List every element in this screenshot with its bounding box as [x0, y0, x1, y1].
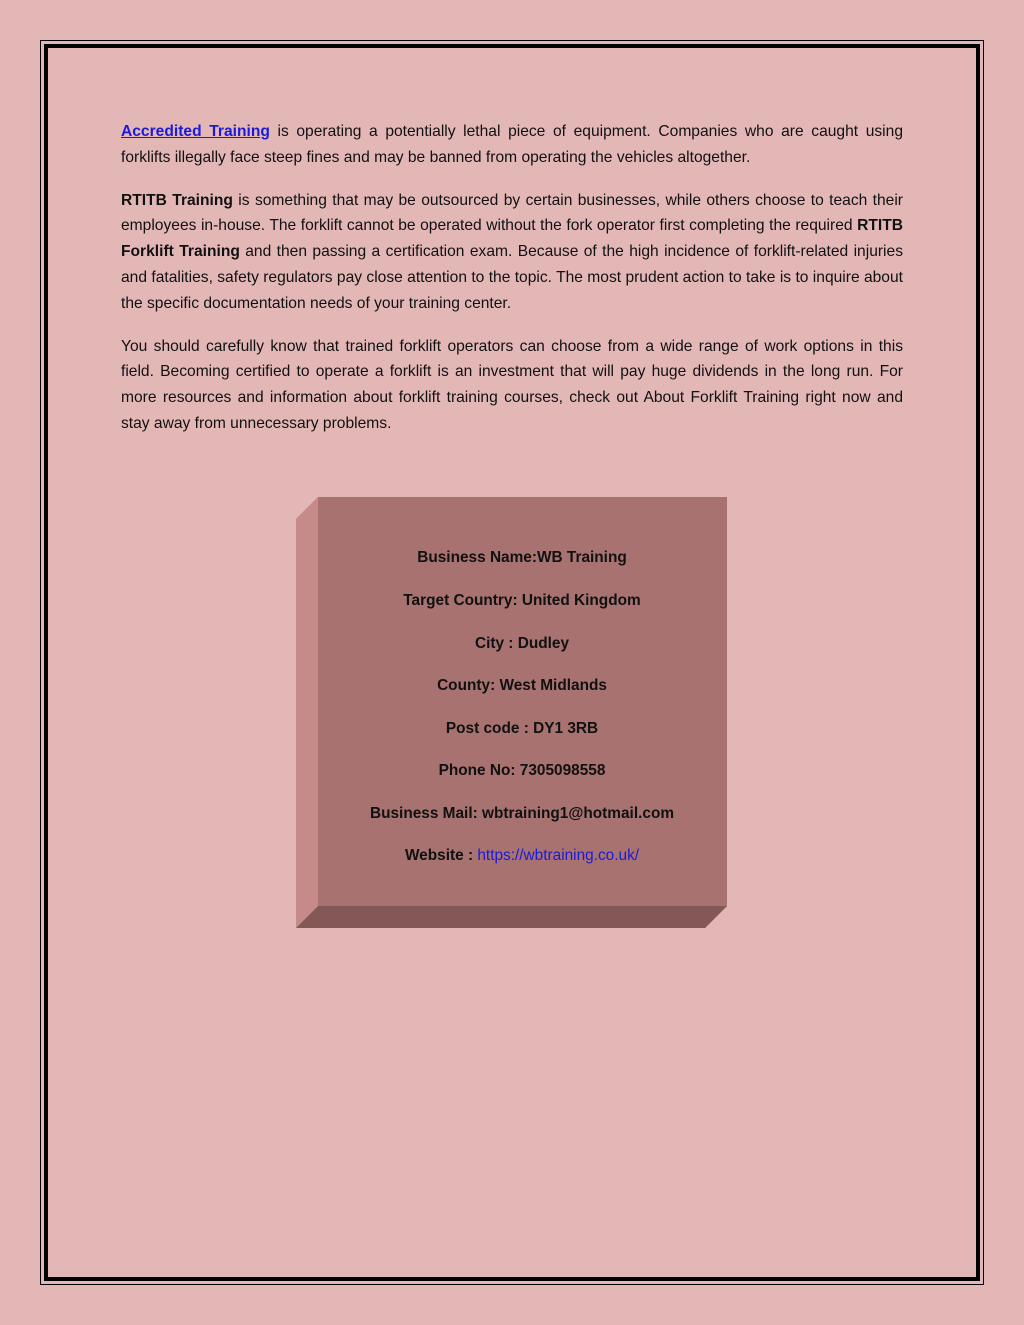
paragraph-1-text: is operating a potentially lethal piece of equipment. Companies who are caught using forklifts illegally face steep fines and may be banned from operating the vehicles altogether. [121, 123, 903, 166]
phone-number: Phone No: 7305098558 [438, 762, 606, 779]
accredited-training-link[interactable]: Accredited Training [121, 123, 270, 140]
business-mail: Business Mail: wbtraining1@hotmail.com [369, 805, 675, 822]
rtitb-training-bold: RTITB Training [121, 191, 233, 209]
paragraph-2 [121, 188, 903, 317]
city: City : Dudley [474, 635, 570, 652]
rtitb-forklift-training-bold: RTITB Forklift Training [121, 217, 903, 261]
business-name: Business Name:WB Training [417, 549, 627, 566]
paragraph-2-text-2: and then passing a certification exam. Because of the high incidence of forklift-related injuries and fatalities, safety regulators pay close attention to the topic. The most prudent action to take is to inquire about the specific documentation needs of your training center. [121, 243, 903, 312]
bevel-bottom-edge [296, 906, 727, 928]
website-label: Website : [404, 847, 478, 864]
post-code: Post code : DY1 3RB [445, 720, 599, 737]
paragraph-1 [121, 119, 903, 171]
business-info [318, 497, 726, 907]
website [318, 847, 726, 865]
paragraph-2-text-1: is something that may be outsourced by certain businesses, while others choose to teach their employees in-house. The forklift cannot be operated without the fork operator first completing the required [121, 191, 903, 235]
target-country: Target Country: United Kingdom [403, 592, 641, 609]
paragraph-3 [121, 334, 903, 437]
article-body [121, 119, 903, 454]
website-link[interactable]: https://wbtraining.co.uk/ [477, 847, 640, 864]
paragraph-3-text: You should carefully know that trained forklift operators can choose from a wide range of work options in this field. Becoming certified to operate a forklift is an investment that will pay huge dividends in the long run. For more resources and information about forklift training courses, check out About Forklift Training right now and stay away from unnecessary problems. [121, 337, 903, 432]
county: County: West Midlands [437, 677, 607, 694]
bevel-left-edge [296, 497, 318, 928]
